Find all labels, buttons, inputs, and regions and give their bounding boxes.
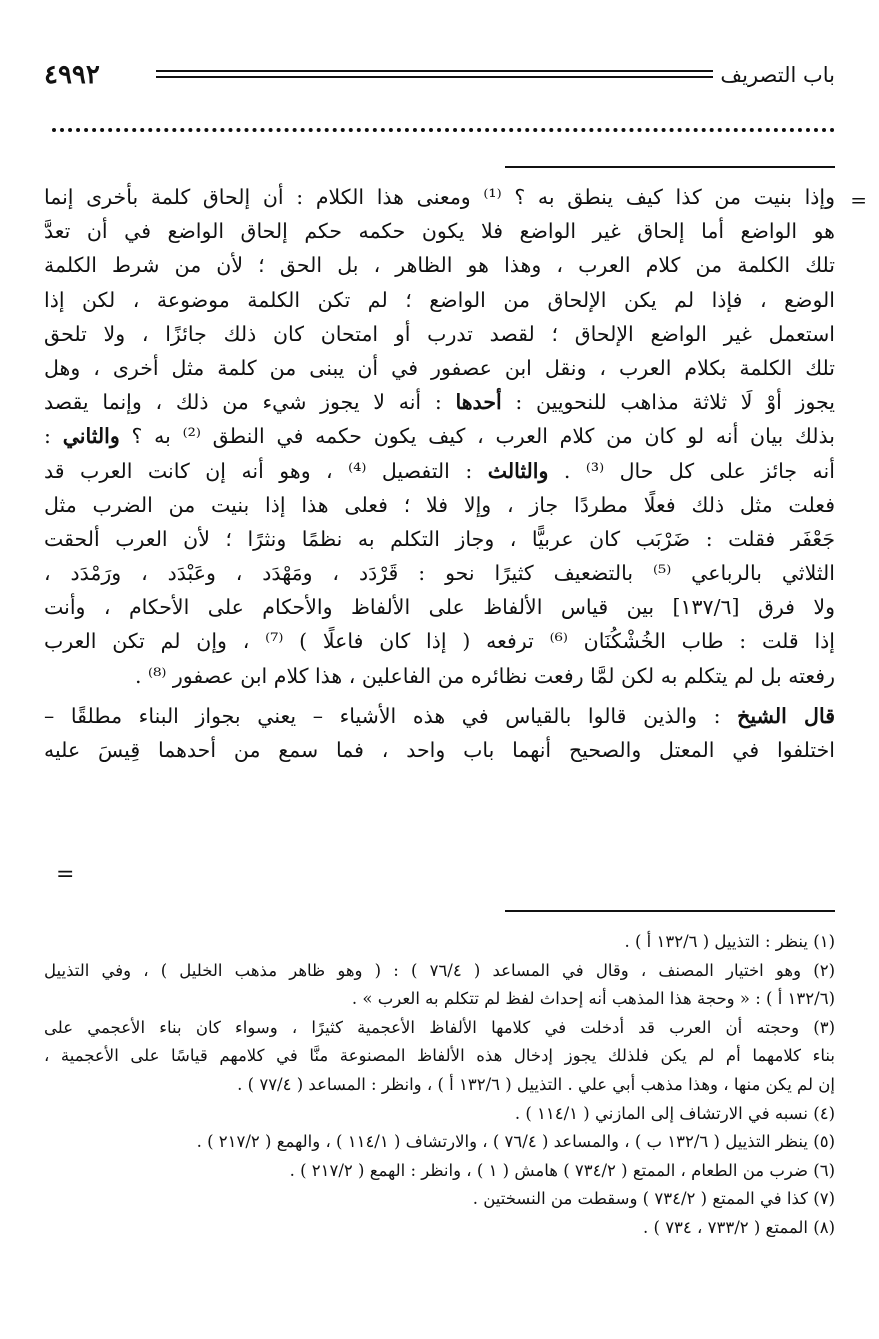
document-page [44, 0, 867, 1339]
bold-term: والثاني [62, 424, 120, 449]
footnote: (٤) نسبه في الارتشاف إلى المازني ( ١١٤/١ ) . [514, 1103, 835, 1123]
footnote: (٢) وهو اختيار المصنف ، وقال في المساعد ( ٧٦/٤ ) : ( وهو ظاهر مذهب الخليل ) ، وفي التذييل [44, 960, 835, 980]
text-line: فعلت مثل ذلك فعلًا مطردًا جاز ، وإلا فلا ؛ فعلى هذا إذا بنيت من الضرب مثل [44, 492, 835, 517]
text-segment: أنه جائز على كل حال ⁽³⁾ . [563, 458, 835, 483]
text-line: إذا قلت : طاب الخُشْكُنَان ⁽⁶⁾ ترفعه ( إذا كان فاعلًا ) ⁽⁷⁾ ، وإن لم تكن العرب [44, 629, 835, 654]
footnotes [44, 928, 835, 1243]
footnote-separator [505, 910, 835, 912]
text-line: الوضع ، فإذا لم يكن الإلحاق من الواضع ؛ لم تكن الكلمة موضوعة ، لكن إذا [44, 287, 835, 312]
sheikh-paragraph [44, 699, 835, 767]
text-line: الثلاثي بالرباعي ⁽⁵⁾ بالتضعيف كثيرًا نحو : قَرْدَد ، ومَهْدَد ، وعَبْدَد ، ورَمْدَد ، [44, 561, 835, 586]
main-text [44, 180, 835, 767]
footnote: (١) ينظر : التذييل ( ١٣٢/٦ أ ) . [624, 932, 835, 951]
footnote: (٦) ضرب من الطعام ، الممتع ( ٧٣٤/٢ ) هامش ( ١ ) ، وانظر : الهمع ( ٢١٧/٢ ) . [289, 1160, 835, 1180]
footnote: (٨) الممتع ( ٧٣٣/٢ ، ٧٣٤ ) . [643, 1217, 835, 1237]
continuation-mark-top: = [850, 188, 867, 212]
footnote: (٧) كذا في الممتع ( ٧٣٤/٢ ) وسقطت من النسختين . [472, 1189, 835, 1209]
text-segment: : التفصيل ⁽⁴⁾ ، وهو أنه إن كانت العرب قد [44, 458, 473, 483]
text-line: تلك الكلمة بكلام العرب ، ونقل ابن عصفور في أن يبنى من كلمة مثل أخرى ، وهل [44, 355, 835, 380]
bold-term: أحدها [455, 390, 502, 415]
continuation-mark-bottom: = [56, 862, 75, 887]
text-line: ولا فرق [١٣٧/٦] بين قياس الألفاظ على الألفاظ والأحكام على الأحكام ، وأنت [44, 595, 835, 620]
text-line [44, 454, 835, 488]
text-segment: : أنه لا يجوز شيء من ذلك ، وإنما يقصد [44, 390, 442, 415]
bold-term: قال الشيخ [737, 703, 835, 728]
text-line [44, 419, 835, 453]
footnote: بناء كلامهما أم لم يكن فلذلك يجوز إدخال هذه الألفاظ المصنوعة منَّا في كلامهم قياسًا على الأعجمية ، [44, 1046, 835, 1066]
footnote: (١٣٢/٦ أ ) : « وحجة هذا المذهب أنه إحداث لفظ لم تتكلم به العرب » . [351, 989, 835, 1009]
text-line: اختلفوا في المعتل والصحيح أنهما باب واحد ، فما سمع من أحدهما قِيسَ عليه [44, 738, 835, 762]
continuation-rule [505, 166, 835, 168]
text-segment: : والذين قالوا بالقياس في هذه الأشياء – يعني بجواز البناء مطلقًا – [44, 703, 721, 728]
text-line: جَعْفَر فقلت : ضَرْبَب كان عربيًّا ، وجاز التكلم به نظمًا ونثرًا ؛ لأن العرب ألحقت [44, 526, 835, 551]
text-line [44, 385, 835, 419]
text-segment: بذلك بيان أنه لو كان من كلام العرب ، كيف يكون حكمه في النطق ⁽²⁾ به ؟ [131, 424, 835, 449]
main-paragraph [44, 180, 835, 693]
text-line: هو الواضع أما إلحاق غير الواضع فلا يكون حكمه حكم إلحاق الواضع في أن تعدَّ [44, 219, 835, 244]
text-segment: يجوز أوْ لَا ثلاثة مذاهب للنحويين : [515, 390, 835, 415]
dotted-separator [52, 128, 835, 142]
text-line: رفعته بل لم يتكلم به لكن لمَّا رفعت نظائره من الفاعلين ، هذا كلام ابن عصفور ⁽⁸⁾ . [135, 663, 835, 688]
page-header [44, 58, 835, 92]
text-line: تلك الكلمة من كلام العرب ، وهذا هو الظاهر ، بل الحق ؛ لأن من شرط الكلمة [44, 253, 835, 278]
footnote: إن لم يكن منها ، وهذا مذهب أبي علي . التذييل ( ١٣٢/٦ أ ) ، وانظر : المساعد ( ٧٧/٤ ) . [237, 1074, 835, 1094]
header-double-rule [156, 70, 713, 78]
text-line: استعمل غير الواضع الإلحاق ؛ لقصد تدرب أو امتحان كان ذلك جائزًا ، ولا تلحق [44, 321, 835, 346]
footnote: (٥) ينظر التذييل ( ١٣٢/٦ ب ) ، والمساعد ( ٧٦/٤ ) ، والارتشاف ( ١١٤/١ ) ، والهمع ( ٢١٧/٢ ) . [196, 1132, 835, 1152]
text-segment: : [44, 424, 51, 449]
footnote: (٣) وحجته أن العرب قد أدخلت في كلامها الألفاظ الأعجمية كثيرًا ، وسواء كان بناء الأعجمي على [44, 1017, 835, 1037]
text-line: وإذا بنيت من كذا كيف ينطق به ؟ ⁽¹⁾ ومعنى هذا الكلام : أن إلحاق كلمة بأخرى إنما [44, 185, 835, 209]
chapter-title: باب التصريف [720, 63, 835, 87]
text-line [44, 699, 835, 733]
bold-term: والثالث [487, 458, 549, 483]
page-number: ٤٩٩٢ [44, 60, 100, 90]
